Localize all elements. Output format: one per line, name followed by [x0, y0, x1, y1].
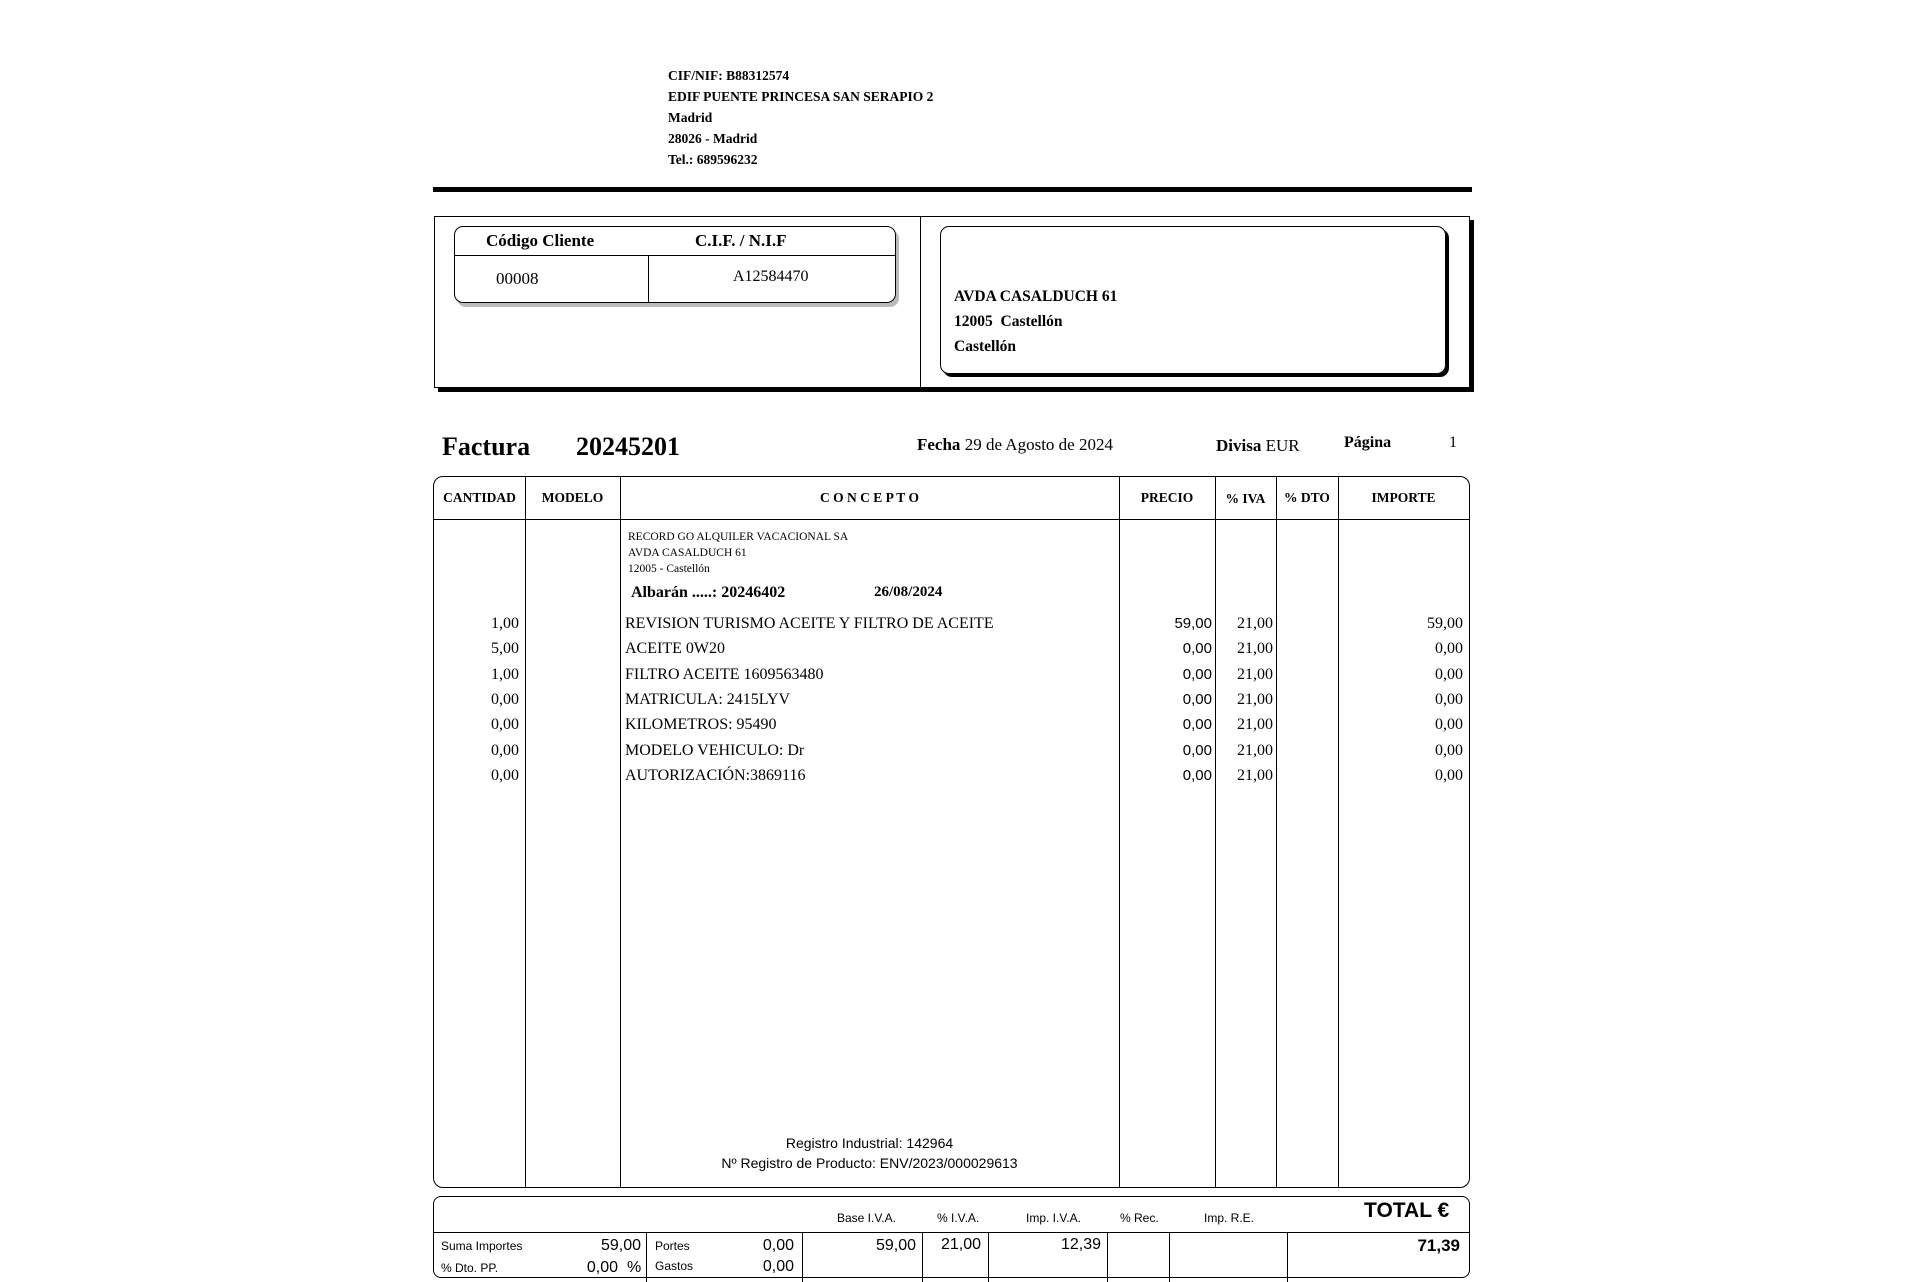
row-importe: 0,00: [1435, 690, 1463, 708]
row-concepto: MATRICULA: 2415LYV: [625, 690, 791, 708]
customer-address: AVDA CASALDUCH 61: [628, 547, 747, 559]
col-modelo: MODELO: [541, 490, 604, 505]
col-cantidad: CANTIDAD: [443, 490, 516, 505]
row-cantidad: 0,00: [491, 690, 519, 708]
row-cantidad: 0,00: [491, 741, 519, 759]
row-importe: 0,00: [1435, 665, 1463, 683]
col-importe: IMPORTE: [1371, 490, 1436, 505]
row-iva: 21,00: [1237, 665, 1273, 683]
col-precio: PRECIO: [1140, 490, 1194, 505]
invoice-label: Factura: [442, 432, 531, 461]
row-precio: 0,00: [1182, 640, 1212, 658]
row-cantidad: 5,00: [491, 640, 519, 658]
row-iva: 21,00: [1237, 615, 1273, 632]
row-concepto: MODELO VEHICULO: Dr: [625, 741, 805, 759]
client-cif: A12584470: [733, 268, 809, 285]
row-precio: 59,00: [1174, 615, 1212, 632]
gastos-label: Gastos: [655, 1259, 694, 1273]
client-section: [434, 216, 1470, 388]
row-precio: 0,00: [1182, 741, 1212, 759]
client-address-box: [940, 226, 1446, 374]
total-label: TOTAL €: [1364, 1199, 1450, 1222]
pct-iva-label: % I.V.A.: [937, 1211, 980, 1225]
base-iva-value: 59,00: [875, 1237, 916, 1254]
date-label: Fecha: [917, 435, 961, 454]
invoice-date: 29 de Agosto de 2024: [964, 435, 1113, 454]
invoice-number: 20245201: [576, 432, 680, 461]
row-precio: 0,00: [1182, 665, 1212, 683]
portes-value: 0,00: [762, 1237, 794, 1254]
row-iva: 21,00: [1237, 640, 1273, 658]
company-info: [668, 65, 933, 170]
dto-label: % Dto. PP.: [441, 1261, 499, 1275]
client-cif-label: C.I.F. / N.I.F: [695, 231, 787, 250]
client-address-line3: Castellón: [954, 338, 1016, 355]
row-importe: 0,00: [1435, 741, 1463, 759]
row-precio: 0,00: [1182, 716, 1212, 734]
base-iva-label: Base I.V.A.: [837, 1211, 896, 1225]
currency-label: Divisa: [1216, 436, 1262, 455]
company-cif: CIF/NIF: B88312574: [668, 68, 790, 83]
suma-value: 59,00: [600, 1237, 641, 1254]
company-postal: 28026 - Madrid: [668, 131, 758, 146]
imp-iva-value: 12,39: [1060, 1236, 1101, 1253]
imp-iva-label: Imp. I.V.A.: [1026, 1211, 1081, 1225]
row-iva: 21,00: [1237, 741, 1273, 759]
gastos-value: 0,00: [762, 1258, 794, 1275]
albaran-label: Albarán .....: 20246402: [631, 584, 786, 601]
row-iva: 21,00: [1237, 716, 1273, 734]
col-dto: % DTO: [1284, 490, 1330, 505]
header-divider: [433, 187, 1472, 192]
pct-iva-value: 21,00: [940, 1236, 981, 1253]
company-phone: Tel.: 689596232: [668, 152, 758, 167]
dto-value: 0,00: [586, 1259, 618, 1276]
invoice-currency: EUR: [1265, 436, 1300, 455]
col-concepto: C O N C E P T O: [820, 490, 919, 505]
portes-label: Portes: [655, 1239, 690, 1253]
items-table: [433, 476, 1470, 1188]
totals-box: [433, 1196, 1470, 1278]
row-cantidad: 0,00: [491, 716, 519, 734]
client-code: 00008: [496, 269, 539, 288]
registro-producto: Nº Registro de Producto: ENV/2023/000029613: [721, 1155, 1018, 1171]
row-precio: 0,00: [1182, 766, 1212, 784]
registro-industrial: Registro Industrial: 142964: [785, 1135, 954, 1151]
customer-block: [628, 529, 848, 577]
row-concepto: FILTRO ACEITE 1609563480: [625, 665, 824, 683]
row-cantidad: 0,00: [491, 766, 519, 784]
client-code-label: Código Cliente: [486, 231, 595, 250]
row-concepto: ACEITE 0W20: [625, 640, 725, 658]
page-number: 1: [1449, 434, 1457, 451]
row-iva: 21,00: [1237, 766, 1273, 784]
company-address: EDIF PUENTE PRINCESA SAN SERAPIO 2: [668, 89, 934, 104]
row-importe: 59,00: [1427, 615, 1463, 632]
col-iva: % IVA: [1225, 491, 1266, 506]
customer-name: RECORD GO ALQUILER VACACIONAL SA: [628, 531, 849, 543]
pct-rec-label: % Rec.: [1120, 1211, 1159, 1225]
albaran-date: 26/08/2024: [874, 584, 943, 600]
row-concepto: REVISION TURISMO ACEITE Y FILTRO DE ACEITE: [625, 615, 994, 632]
customer-city: 12005 - Castellón: [628, 563, 710, 575]
row-importe: 0,00: [1435, 716, 1463, 734]
row-cantidad: 1,00: [491, 665, 519, 683]
row-importe: 0,00: [1435, 640, 1463, 658]
total-value: 71,39: [1417, 1236, 1460, 1255]
row-concepto: KILOMETROS: 95490: [625, 716, 777, 734]
dto-percent: %: [627, 1259, 642, 1276]
page-label: Página: [1344, 434, 1392, 451]
client-address-line1: AVDA CASALDUCH 61: [954, 288, 1118, 305]
suma-label: Suma Importes: [441, 1239, 523, 1253]
row-importe: 0,00: [1435, 766, 1463, 784]
client-id-box: [454, 226, 896, 303]
imp-re-label: Imp. R.E.: [1204, 1211, 1255, 1225]
row-iva: 21,00: [1237, 690, 1273, 708]
client-address-line2: 12005 Castellón: [954, 313, 1063, 330]
registry-info: [620, 1133, 1119, 1173]
row-concepto: AUTORIZACIÓN:3869116: [625, 766, 806, 784]
company-city: Madrid: [668, 110, 713, 125]
row-cantidad: 1,00: [491, 615, 519, 632]
row-precio: 0,00: [1182, 690, 1212, 708]
